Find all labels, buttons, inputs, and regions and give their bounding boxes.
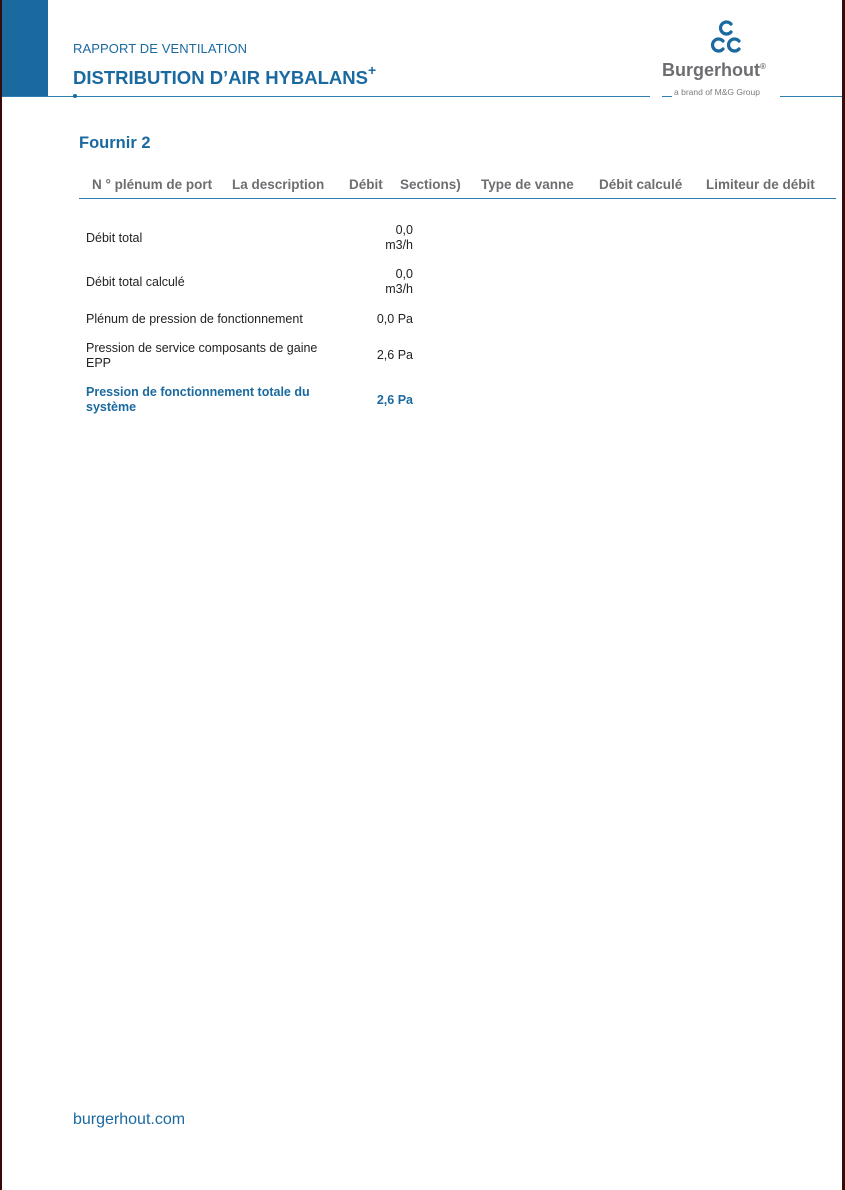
logo-brand (662, 60, 766, 81)
column-header-calculated-flow: Débit calculé (599, 177, 683, 192)
column-header-description: La description (232, 177, 325, 192)
burgerhout-circles-icon (656, 14, 796, 60)
summary-label-duct-pressure-line1: Pression de service composants de gaine (86, 341, 318, 355)
column-header-sections: Sections) (400, 177, 461, 192)
report-title (73, 64, 376, 89)
summary-value-duct-pressure: 2,6 Pa (376, 348, 413, 362)
brand-logo (656, 14, 796, 100)
header-divider (2, 96, 650, 97)
report-page (2, 0, 842, 1190)
summary-label-duct-pressure-line2: EPP (86, 356, 112, 370)
summary-value-calc-unit: m3/h (385, 282, 413, 296)
summary-value-total-pressure: 2,6 Pa (376, 393, 413, 407)
logo-registered: ® (760, 62, 766, 71)
logo-tagline: a brand of M&G Group (674, 87, 760, 97)
header-dot (73, 94, 77, 98)
table-header-divider (79, 198, 836, 199)
summary-value-total-flow (385, 223, 413, 253)
summary-value-total-flow-unit: m3/h (385, 238, 413, 252)
footer-website-link[interactable]: burgerhout.com (73, 1111, 186, 1128)
column-header-port: N ° plénum de port (92, 177, 213, 192)
report-title-sup: + (367, 62, 377, 78)
summary-label-total-pressure (86, 385, 356, 415)
report-title-text: DISTRIBUTION D’AIR HYBALANS (73, 67, 368, 89)
column-header-valve-type: Type de vanne (481, 177, 574, 192)
summary-label-total-pressure-line2: système (86, 400, 137, 414)
summary-label-plenum-pressure: Plénum de pression de fonctionnement (86, 312, 303, 326)
column-header-flow-limiter: Limiteur de débit (706, 177, 815, 192)
summary-label-duct-pressure (86, 341, 356, 371)
logo-brand-text: Burgerhout (662, 60, 760, 80)
report-subtitle: RAPPORT DE VENTILATION (73, 41, 248, 56)
section-title: Fournir 2 (79, 134, 151, 152)
summary-label-total-pressure-line1: Pression de fonctionnement totale du (86, 385, 310, 399)
summary-value-total-flow-number: 0,0 (395, 223, 413, 237)
header-accent-bar (2, 0, 48, 96)
summary-label-total-flow: Débit total (86, 231, 143, 245)
column-header-flow: Débit (349, 177, 383, 192)
summary-value-calc-number: 0,0 (395, 267, 413, 281)
summary-value-total-calculated-flow (385, 267, 413, 297)
summary-value-plenum-pressure: 0,0 Pa (376, 312, 413, 326)
summary-label-total-calculated-flow: Débit total calculé (86, 275, 185, 289)
